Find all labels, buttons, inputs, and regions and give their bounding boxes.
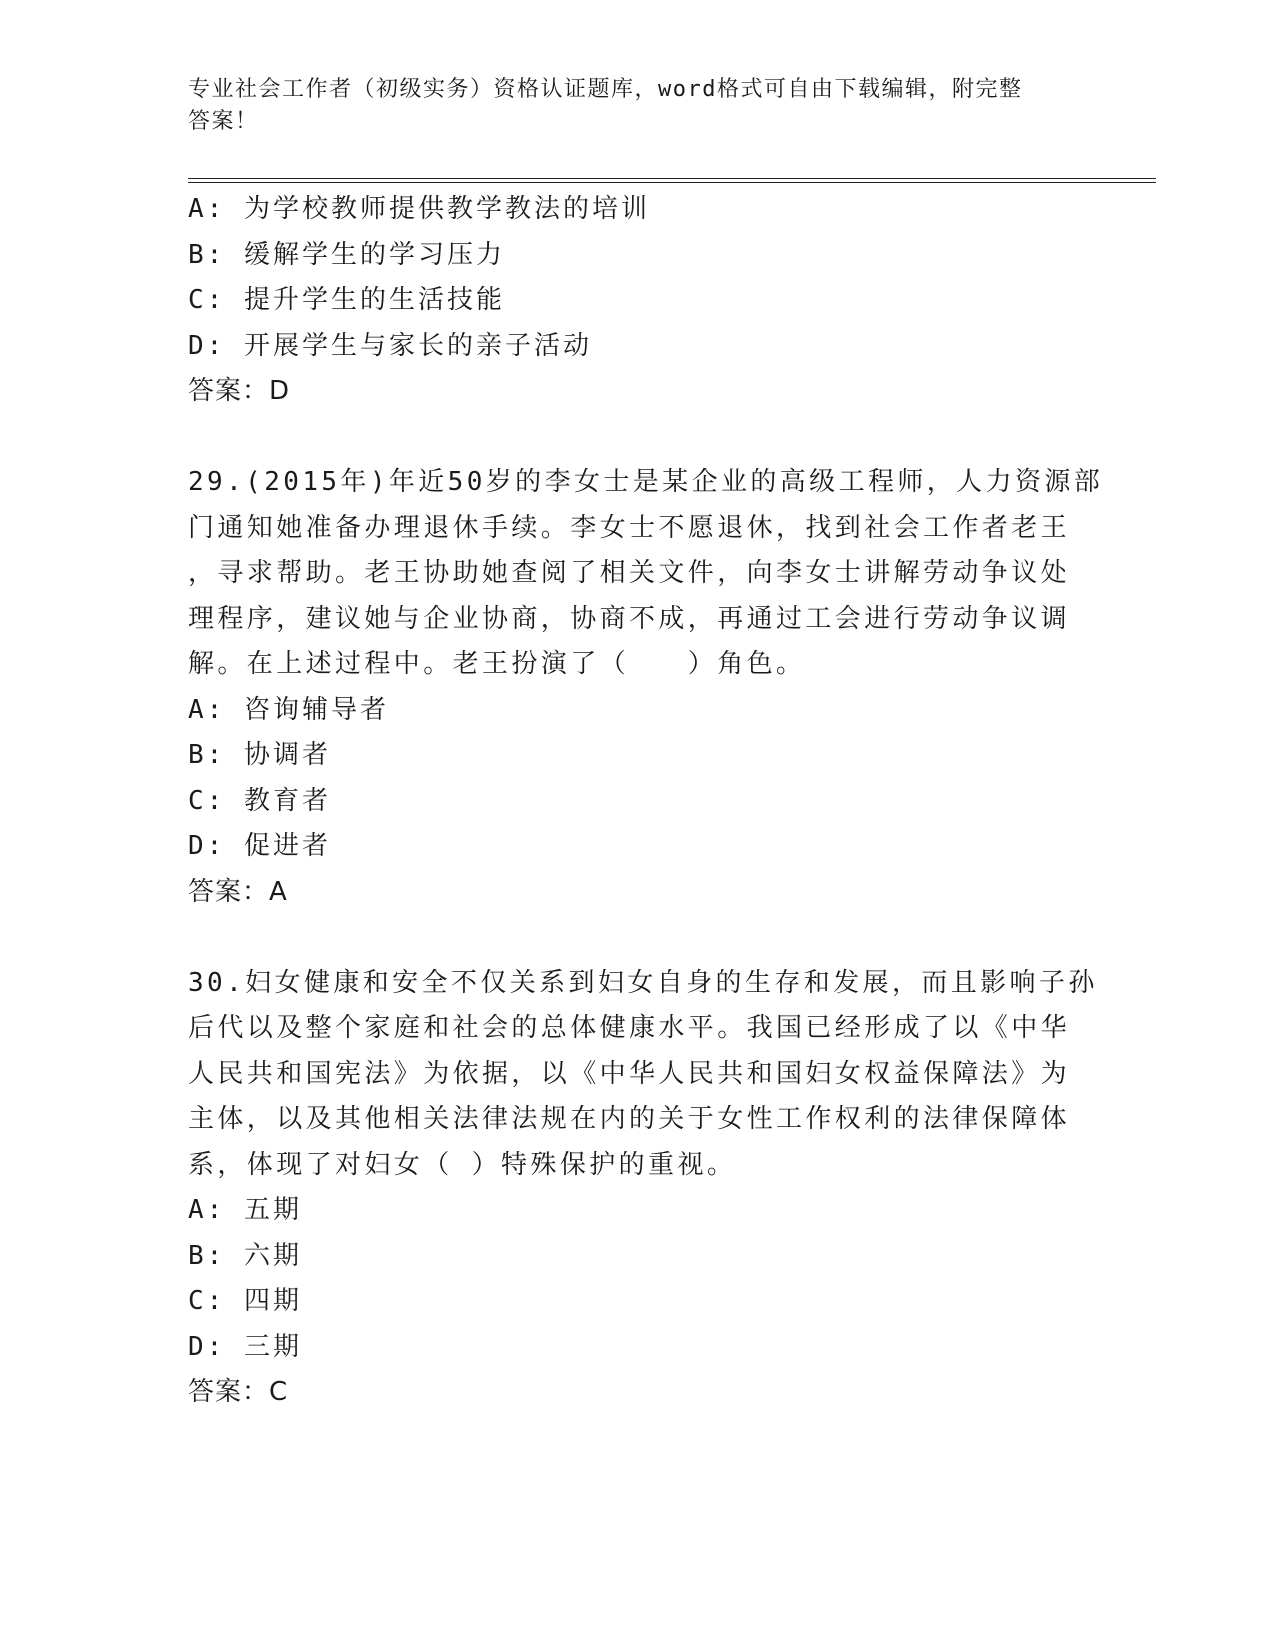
question-text-line: 29.(2015年)年近50岁的李女士是某企业的高级工程师，人力资源部 xyxy=(188,467,1104,497)
answer-line: 答案：C xyxy=(188,1377,289,1407)
question-text-line: 解。在上述过程中。老王扮演了（ ）角色。 xyxy=(188,649,806,679)
option-a: A: 五期 xyxy=(188,1195,302,1225)
header-rule-bottom xyxy=(188,182,1156,183)
question-text-line: 30.妇女健康和安全不仅关系到妇女自身的生存和发展，而且影响子孙 xyxy=(188,967,1098,998)
header-line-2: 答案！ xyxy=(188,109,259,134)
question-text-line: 人民共和国宪法》为依据，以《中华人民共和国妇女权益保障法》为 xyxy=(188,1058,1071,1089)
option-a: A: 咨询辅导者 xyxy=(188,694,389,725)
question-text xyxy=(188,961,1098,1189)
question-text xyxy=(188,460,1104,688)
header-rule-top xyxy=(188,178,1156,179)
option-b: B: 协调者 xyxy=(188,740,331,770)
question-text-line: 后代以及整个家庭和社会的总体健康水平。我国已经形成了以《中华 xyxy=(188,1013,1071,1043)
header-line-1: 专业社会工作者（初级实务）资格认证题库，word格式可自由下载编辑，附完整 xyxy=(188,77,1023,102)
option-b: B: 缓解学生的学习压力 xyxy=(188,239,505,270)
option-d: D: 三期 xyxy=(188,1331,302,1362)
question-text-line: 理程序，建议她与企业协商，协商不成，再通过工会进行劳动争议调 xyxy=(188,603,1071,634)
option-c: C: 四期 xyxy=(188,1286,302,1316)
option-c: C: 教育者 xyxy=(188,785,331,816)
answer-line: 答案：D xyxy=(188,376,291,406)
answer-line: 答案：A xyxy=(188,876,288,907)
page-header xyxy=(188,74,1068,138)
question-text-line: 主体，以及其他相关法律法规在内的关于女性工作权利的法律保障体 xyxy=(188,1104,1071,1134)
option-b: B: 六期 xyxy=(188,1240,302,1271)
option-a: A: 为学校教师提供教学教法的培训 xyxy=(188,194,650,224)
question-content xyxy=(188,187,1104,1416)
spacer xyxy=(188,915,1088,961)
option-d: D: 开展学生与家长的亲子活动 xyxy=(188,330,592,361)
spacer xyxy=(188,415,1088,461)
option-d: D: 促进者 xyxy=(188,831,331,861)
question-30 xyxy=(188,961,1098,1416)
question-text-line: ，寻求帮助。老王协助她查阅了相关文件，向李女士讲解劳动争议处 xyxy=(188,558,1071,588)
question-29 xyxy=(188,460,1104,915)
question-28 xyxy=(188,187,1088,415)
question-text-line: 系，体现了对妇女（ ）特殊保护的重视。 xyxy=(188,1149,737,1180)
question-text-line: 门通知她准备办理退休手续。李女士不愿退休，找到社会工作者老王 xyxy=(188,512,1071,543)
option-c: C: 提升学生的生活技能 xyxy=(188,285,505,315)
